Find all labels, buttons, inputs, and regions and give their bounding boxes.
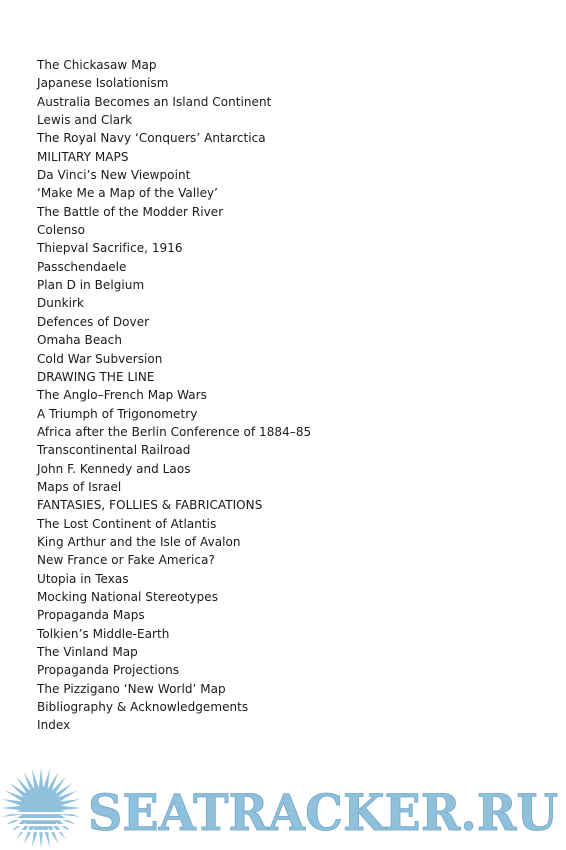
toc-entry: Index — [37, 718, 71, 733]
toc-entry: Cold War Subversion — [37, 351, 163, 366]
toc-entry: Mocking National Stereotypes — [37, 589, 218, 604]
toc-entry: DRAWING THE LINE — [37, 369, 155, 384]
watermark — [0, 764, 566, 850]
toc-entry: John F. Kennedy and Laos — [37, 461, 191, 476]
toc-entry: Dunkirk — [37, 296, 84, 311]
toc-entry: Africa after the Berlin Conference of 1884–85 — [37, 424, 312, 439]
toc-entry: The Chickasaw Map — [37, 58, 157, 72]
toc-entry: Omaha Beach — [37, 333, 122, 348]
toc-entry: MILITARY MAPS — [37, 149, 129, 164]
watermark-text: SEATRACKER.RU — [88, 783, 558, 842]
toc-entry: Propaganda Projections — [37, 663, 180, 678]
toc-entry: The Royal Navy ‘Conquers’ Antarctica — [37, 131, 266, 146]
toc-entry: The Vinland Map — [37, 645, 138, 659]
toc-entry: Propaganda Maps — [37, 608, 145, 623]
toc-entry: Australia Becomes an Island Continent — [37, 94, 272, 109]
toc-entry: Defences of Dover — [37, 314, 150, 329]
toc-entry: A Triumph of Trigonometry — [37, 406, 198, 421]
sun-logo-icon — [1, 768, 81, 848]
toc-entry: Plan D in Belgium — [37, 278, 145, 293]
toc-entry: Passchendaele — [37, 259, 127, 274]
toc-entry: The Battle of the Modder River — [37, 204, 224, 219]
toc-entry: Da Vinci’s New Viewpoint — [37, 168, 191, 183]
watermark-graphic — [0, 764, 566, 850]
toc-entry: Maps of Israel — [37, 479, 122, 494]
toc-entry: Transcontinental Railroad — [37, 443, 191, 458]
toc-entry: Tolkien’s Middle-Earth — [37, 626, 170, 641]
toc-entry: ‘Make Me a Map of the Valley’ — [37, 186, 219, 201]
toc-entry: Utopia in Texas — [37, 571, 129, 586]
toc-entry: New France or Fake America? — [37, 553, 215, 568]
toc-entry: The Pizzigano ‘New World’ Map — [37, 681, 226, 696]
table-of-contents — [37, 56, 311, 735]
toc-entry: FANTASIES, FOLLIES & FABRICATIONS — [37, 498, 263, 513]
toc-entry: King Arthur and the Isle of Avalon — [37, 534, 241, 549]
toc-entry: Japanese Isolationism — [37, 76, 169, 91]
toc-entry: The Lost Continent of Atlantis — [37, 516, 217, 531]
toc-entry: Lewis and Clark — [37, 113, 133, 128]
toc-entry: Thiepval Sacrifice, 1916 — [37, 241, 183, 256]
toc-entry: The Anglo–French Map Wars — [37, 388, 207, 403]
toc-entry: Bibliography & Acknowledgements — [37, 700, 249, 715]
toc-entry: Colenso — [37, 223, 85, 238]
